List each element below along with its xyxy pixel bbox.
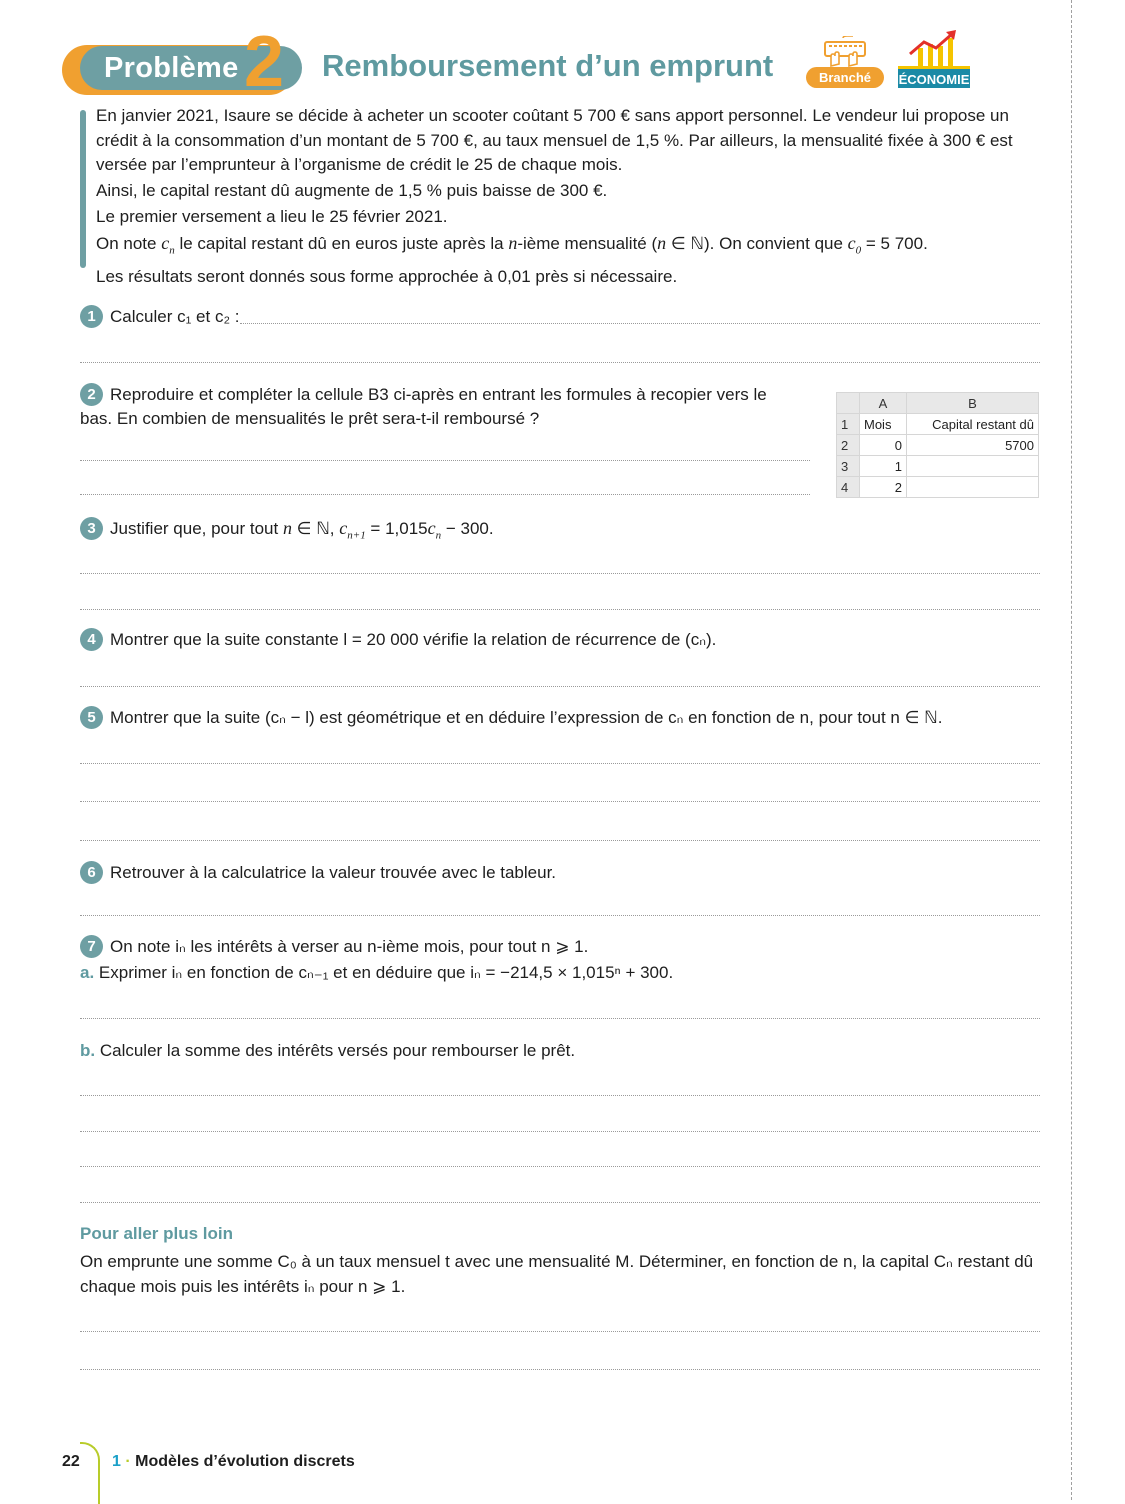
answer-line[interactable] bbox=[80, 1202, 1040, 1203]
chapter-footer: 1 · Modèles d’évolution discrets bbox=[112, 1453, 355, 1470]
cell-B1[interactable]: Capital restant dû bbox=[907, 414, 1039, 435]
question-text: Reproduire et compléter la cellule B3 ci-après en entrant les formules à recopier vers le bas. En combien de mensualités le prêt sera-t-il remboursé ? bbox=[80, 385, 767, 428]
answer-line[interactable] bbox=[240, 323, 1040, 324]
answer-line[interactable] bbox=[80, 362, 1040, 363]
question-text: Calculer la somme des intérêts versés pour rembourser le prêt. bbox=[99, 1041, 576, 1060]
question-text: Retrouver à la calculatrice la valeur trouvée avec le tableur. bbox=[110, 863, 557, 882]
chapter-title: Modèles d’évolution discrets bbox=[135, 1453, 355, 1470]
question-text: On note iₙ les intérêts à verser au n-ième mois, pour tout n ⩾ 1. bbox=[110, 937, 589, 956]
footer-curve-decoration bbox=[80, 1442, 100, 1504]
intro-p2: Ainsi, le capital restant dû augmente de 1,5 % puis baisse de 300 €. bbox=[96, 181, 608, 200]
answer-line[interactable] bbox=[80, 1131, 1040, 1132]
answer-line[interactable] bbox=[80, 1369, 1040, 1370]
problem-badge bbox=[62, 22, 302, 102]
row-header: 1 bbox=[837, 414, 860, 435]
sheet-corner bbox=[837, 393, 860, 414]
further-title: Pour aller plus loin bbox=[80, 1224, 234, 1243]
item-letter: b. bbox=[80, 1041, 96, 1060]
answer-line[interactable] bbox=[80, 1166, 1040, 1167]
question-7 bbox=[80, 935, 588, 959]
question-number: 5 bbox=[80, 706, 103, 729]
question-1 bbox=[80, 305, 239, 329]
question-number: 2 bbox=[80, 383, 103, 406]
question-3 bbox=[80, 516, 494, 548]
cell-A4[interactable]: 2 bbox=[860, 477, 907, 498]
cell-A2[interactable]: 0 bbox=[860, 435, 907, 456]
page-title: Remboursement d’un emprunt bbox=[322, 48, 774, 83]
answer-line[interactable] bbox=[80, 573, 1040, 574]
answer-line[interactable] bbox=[80, 686, 1040, 687]
question-text: Justifier que, pour tout n ∈ ℕ, $c_{n+1} = 1,015c_n - 300$. bbox=[110, 518, 494, 542]
intro-accent-bar bbox=[80, 110, 86, 268]
question-text: Exprimer iₙ en fonction de cₙ₋₁ et en déduire que iₙ = −214,5 × 1,015ⁿ + 300. bbox=[98, 963, 674, 982]
answer-line[interactable] bbox=[80, 1018, 1040, 1019]
intro-p4: On note $c_n$ le capital restant dû en euros juste après la n-ième mensualité (n ∈ ℕ). On convient que $c_0 = 5$ 700. bbox=[96, 233, 928, 257]
question-text: Montrer que la suite (cₙ − l) est géométrique et en déduire l’expression de cₙ en fonction de n, pour tout n ∈ ℕ. bbox=[110, 708, 943, 727]
problem-number: 2 bbox=[244, 22, 285, 102]
question-number: 7 bbox=[80, 935, 103, 958]
further-text: On emprunte une somme C₀ à un taux mensuel t avec une mensualité M. Déterminer, en fonction de n, la capital Cₙ restant dû chaque mois puis les intérêts iₙ pour n ⩾ 1. bbox=[80, 1252, 1034, 1296]
question-number: 4 bbox=[80, 628, 103, 651]
answer-line[interactable] bbox=[80, 460, 810, 461]
spreadsheet bbox=[836, 392, 1039, 498]
col-header: B bbox=[907, 393, 1039, 414]
problem-label: Problème bbox=[104, 52, 239, 84]
question-4 bbox=[80, 628, 716, 652]
cell-A3[interactable]: 1 bbox=[860, 456, 907, 477]
answer-line[interactable] bbox=[80, 609, 1040, 610]
keyboard-hands-icon bbox=[823, 36, 867, 68]
intro-p3: Le premier versement a lieu le 25 février 2021. bbox=[96, 207, 448, 226]
question-number: 1 bbox=[80, 305, 103, 328]
answer-line[interactable] bbox=[80, 763, 1040, 764]
question-number: 3 bbox=[80, 517, 103, 540]
col-header: A bbox=[860, 393, 907, 414]
intro-p1: En janvier 2021, Isaure se décide à acheter un scooter coûtant 5 700 € sans apport personnel. Le vendeur lui propose un crédit à la consommation d’un montant de 5 700 €, au taux mensuel de 1,5 %. Par ailleurs, la mensualité fixée à 300 € est versée par l’emprunteur à l’organisme de crédit le 25 de chaque mois. bbox=[96, 106, 1013, 174]
question-7b bbox=[80, 1039, 575, 1063]
cell-B2[interactable]: 5700 bbox=[907, 435, 1039, 456]
question-7a bbox=[80, 961, 673, 985]
growth-chart-icon bbox=[906, 28, 966, 66]
answer-line[interactable] bbox=[80, 840, 1040, 841]
economie-badge bbox=[898, 28, 970, 88]
answer-line[interactable] bbox=[80, 915, 1040, 916]
economie-label: ÉCONOMIE bbox=[898, 66, 970, 88]
answer-line[interactable] bbox=[80, 1095, 1040, 1096]
answer-line[interactable] bbox=[80, 1331, 1040, 1332]
cell-A1[interactable]: Mois bbox=[860, 414, 907, 435]
chapter-number: 1 bbox=[112, 1453, 121, 1470]
answer-line[interactable] bbox=[80, 801, 1040, 802]
row-header: 4 bbox=[837, 477, 860, 498]
answer-line[interactable] bbox=[80, 494, 810, 495]
intro-text bbox=[96, 104, 1041, 291]
question-5 bbox=[80, 706, 942, 730]
question-number: 6 bbox=[80, 861, 103, 884]
question-text: Montrer que la suite constante l = 20 000 vérifie la relation de récurrence de (cₙ). bbox=[110, 630, 717, 649]
branche-badge bbox=[806, 36, 884, 88]
question-2 bbox=[80, 383, 800, 431]
row-header: 3 bbox=[837, 456, 860, 477]
question-text: Calculer c₁ et c₂ : bbox=[110, 307, 240, 326]
item-letter: a. bbox=[80, 963, 95, 982]
cell-B3[interactable] bbox=[907, 456, 1039, 477]
page-number: 22 bbox=[62, 1453, 80, 1470]
cell-B4[interactable] bbox=[907, 477, 1039, 498]
branche-label: Branché bbox=[806, 67, 884, 88]
question-6 bbox=[80, 861, 556, 885]
margin-dashed-line bbox=[1071, 0, 1072, 1500]
row-header: 2 bbox=[837, 435, 860, 456]
intro-p5: Les résultats seront donnés sous forme approchée à 0,01 près si nécessaire. bbox=[96, 266, 678, 286]
